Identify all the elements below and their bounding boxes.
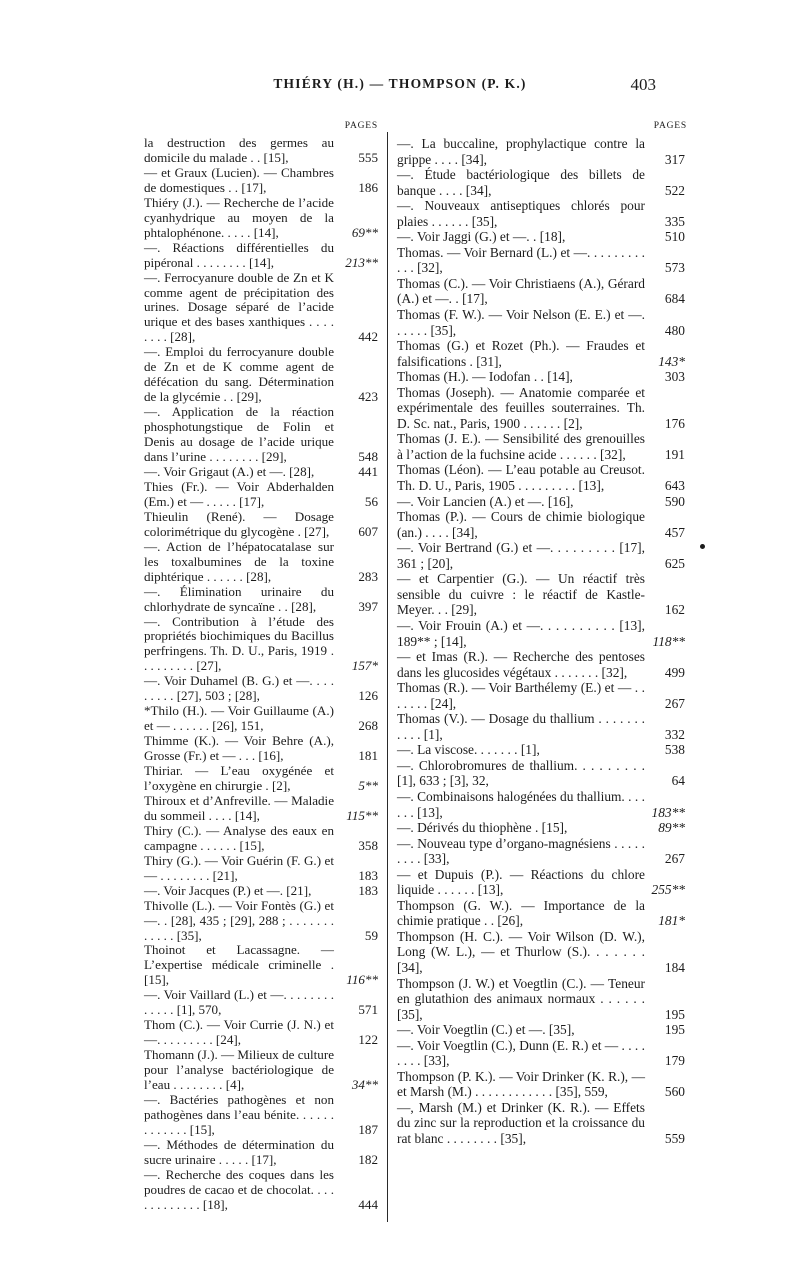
entry-page-ref: 538 (664, 742, 685, 758)
index-entry (144, 899, 380, 944)
entry-page-ref: 555 (358, 149, 378, 165)
entry-text: —. Combinaisons halogénées du thallium. . . . . . . [13], (397, 788, 645, 820)
entry-page-ref: 34** (351, 1077, 378, 1093)
index-entry (144, 585, 380, 615)
entry-page-ref: 643 (664, 478, 685, 494)
index-entry (144, 196, 380, 241)
entry-page-ref: 560 (664, 1084, 685, 1100)
entry-page-ref: 267 (664, 851, 685, 867)
entry-text: Thomas (Léon). — L’eau potable au Creusot. Th. D. U., Paris, 1905 . . . . . . . . . [13], (397, 462, 645, 494)
index-entry (144, 1048, 380, 1093)
entry-text: la destruction des germes au domicile du malade . . [15], (144, 135, 334, 165)
entry-page-ref: 186 (358, 179, 378, 195)
index-entry (144, 704, 380, 734)
entry-text: —. Voir Voegtlin (C.) et —. [35], (397, 1022, 575, 1038)
entry-text: — et Graux (Lucien). — Chambres de domestiques . . [17], (144, 164, 334, 195)
entry-page-ref: 335 (664, 213, 685, 229)
index-entry (144, 674, 380, 704)
index-entry (397, 649, 687, 680)
entry-text: Thompson (J. W.) et Voegtlin (C.). — Teneur en glutathion des animaux normaux . . . . . . [35], (397, 975, 645, 1022)
index-entry (397, 836, 687, 867)
index-entry (144, 734, 380, 764)
entry-text: Thomas (P.). — Cours de chimie biologique (an.) . . . . [34], (397, 509, 645, 540)
index-entry (397, 494, 687, 510)
entry-text: —. Voir Bertrand (G.) et —. . . . . . . . . [17], 361 ; [20], (397, 540, 645, 571)
entry-page-ref: 499 (664, 664, 685, 680)
index-entry (397, 680, 687, 711)
index-entry (397, 136, 687, 167)
page-number: 403 (630, 75, 656, 94)
index-entry (397, 198, 687, 229)
entry-text: — et Dupuis (P.). — Réactions du chlore liquide . . . . . . [13], (397, 866, 645, 898)
entry-page-ref: 441 (358, 463, 378, 479)
entry-page-ref: 143* (658, 353, 685, 369)
index-entry (397, 711, 687, 742)
entry-text: Thoinot et Lacassagne. — L’expertise médicale criminelle . [15], (144, 942, 334, 988)
entry-page-ref: 157* (351, 658, 378, 674)
entry-text: Thiry (C.). — Analyse des eaux en campagne . . . . . . [15], (144, 822, 334, 853)
index-entry (144, 166, 380, 196)
entry-text: —. Nouveaux antiseptiques chlorés pour plaies . . . . . . [35], (397, 198, 645, 229)
entry-text: Thomas (R.). — Voir Barthélemy (E.) et — . . . . . . . [24], (397, 680, 645, 711)
index-entry (144, 136, 380, 166)
index-entry (144, 1018, 380, 1048)
index-entry (397, 167, 687, 198)
entry-text: Thomas (J. E.). — Sensibilité des grenouilles à l’action de la fuchsine acide . . . . . . [32], (397, 431, 645, 462)
entry-page-ref: 126 (358, 688, 378, 704)
entry-page-ref: 548 (358, 449, 378, 465)
entry-page-ref: 115** (346, 807, 378, 823)
index-entry (397, 1038, 687, 1069)
entry-text: Thomas (F. W.). — Voir Nelson (E. E.) et —. . . . . . [35], (397, 307, 645, 338)
right-column (397, 120, 687, 1147)
index-entry (397, 369, 687, 385)
entry-page-ref: 162 (664, 602, 685, 618)
entry-text: Thieulin (René). — Dosage colorimétrique du glycogène . [27], (144, 508, 334, 539)
entry-text: Thomas. — Voir Bernard (L.) et —. . . . . . . . . . . . [32], (397, 244, 645, 276)
entry-page-ref: 122 (358, 1032, 378, 1048)
entry-page-ref: 684 (664, 291, 685, 307)
index-entry (397, 229, 687, 245)
index-entry (397, 276, 687, 307)
entry-page-ref: 283 (358, 568, 378, 584)
entry-page-ref: 213** (345, 254, 378, 270)
index-entry (397, 1022, 687, 1038)
entry-text: Thies (Fr.). — Voir Abderhalden (Em.) et — . . . . . [17], (144, 478, 334, 509)
entry-page-ref: 179 (664, 1053, 685, 1069)
index-entry (144, 988, 380, 1018)
entry-page-ref: 303 (664, 369, 685, 385)
entry-text: — et Carpentier (G.). — Un réactif très sensible du cuivre : le réactif de Kastle-Meyer. . . [29], (397, 571, 645, 618)
entry-text: Thomas (G.) et Rozet (Ph.). — Fraudes et falsifications . [31], (397, 338, 645, 369)
entry-text: Thomas (Joseph). — Anatomie comparée et expérimentale des feuilles souterraines. Th. D. Sc. nat., Paris, 1900 . . . . . . [2], (397, 384, 645, 431)
entry-text: —. La buccaline, prophylactique contre la grippe . . . . [34], (397, 136, 645, 167)
entry-text: —. La viscose. . . . . . . [1], (397, 742, 540, 758)
entry-text: —. Voir Vaillard (L.) et —. . . . . . . . . . . . . [1], 570, (144, 987, 334, 1018)
index-entry (397, 742, 687, 758)
entry-text: Thiroux et d’Anfreville. — Maladie du sommeil . . . . [14], (144, 792, 334, 823)
entry-text: Thom (C.). — Voir Currie (J. N.) et —. . . . . . . . . [24], (144, 1017, 334, 1048)
entry-text: Thomas (C.). — Voir Christiaens (A.), Gérard (A.) et —. . [17], (397, 275, 645, 307)
index-entry (397, 618, 687, 649)
entry-page-ref: 607 (358, 523, 378, 539)
index-entry (397, 571, 687, 618)
entry-page-ref: 358 (358, 837, 378, 853)
index-entry (397, 1069, 687, 1100)
entry-page-ref: 442 (358, 329, 378, 345)
entry-page-ref: 267 (664, 695, 685, 711)
entry-page-ref: 183 (358, 882, 378, 898)
entry-text: Thompson (P. K.). — Voir Drinker (K. R.), — et Marsh (M.) . . . . . . . . . . . . [35], 559, (397, 1068, 645, 1100)
entry-text: Thomas (V.). — Dosage du thallium . . . . . . . . . . . [1], (397, 711, 645, 742)
entry-page-ref: 480 (664, 322, 685, 338)
column-divider (387, 132, 388, 1222)
entry-page-ref: 397 (358, 598, 378, 614)
entry-page-ref: 573 (664, 260, 685, 276)
entry-text: —. Voir Frouin (A.) et —. . . . . . . . . . [13], 189** ; [14], (397, 617, 645, 649)
page-header (0, 76, 800, 100)
entry-text: —. Élimination urinaire du chlorhydrate de syncaïne . . [28], (144, 583, 334, 614)
entry-text: —. Étude bactériologique des billets de banque . . . . [34], (397, 167, 645, 198)
entry-page-ref: 559 (664, 1131, 685, 1146)
index-entry (144, 884, 380, 899)
entry-text: Thivolle (L.). — Voir Fontès (G.) et —. . [28], 435 ; [29], 288 ; . . . . . . . . . . . . [35], (144, 897, 334, 943)
index-entry (144, 1168, 380, 1213)
entry-page-ref: 176 (664, 415, 685, 431)
entry-text: —. Emploi du ferrocyanure double de Zn et de K comme agent de défécation du sang. Détermination de la glycémie . . [29], (144, 344, 334, 405)
entry-page-ref: 183 (358, 867, 378, 883)
entry-text: Thimme (K.). — Voir Behre (A.), Grosse (Fr.) et — . . . [16], (144, 733, 334, 764)
entry-text: —. Recherche des coques dans les poudres de cacao et de chocolat. . . . . . . . . . . . . [18], (144, 1166, 334, 1212)
index-entry (144, 794, 380, 824)
index-entry (144, 510, 380, 540)
index-entry (397, 385, 687, 432)
entry-page-ref: 69** (351, 224, 378, 240)
index-entry (144, 764, 380, 794)
entry-page-ref: 522 (664, 182, 685, 198)
entry-text: Thiry (G.). — Voir Guérin (F. G.) et — . . . . . . . . [21], (144, 852, 334, 883)
entry-text: —. Dérivés du thiophène . [15], (397, 820, 568, 836)
entry-text: —. Chlorobromures de thallium. . . . . . . . . [1], 633 ; [3], 32, (397, 757, 645, 789)
entry-text: Thomas (H.). — Iodofan . . [14], (397, 369, 573, 385)
entry-page-ref: 590 (664, 493, 685, 509)
entry-text: —. Voir Grigaut (A.) et —. [28], (144, 463, 315, 479)
entry-text: —. Voir Voegtlin (C.), Dunn (E. R.) et — . . . . . . . . [33], (397, 1037, 645, 1069)
entry-page-ref: 255** (651, 882, 685, 898)
entry-text: —. Voir Jacques (P.) et —. [21], (144, 882, 312, 898)
index-entry (144, 824, 380, 854)
index-entry (397, 307, 687, 338)
right-pages-label: PAGES (653, 121, 687, 131)
left-pages-label: PAGES (344, 121, 378, 131)
entry-text: *Thilo (H.). — Voir Guillaume (A.) et — . . . . . . [26], 151, (144, 703, 334, 734)
index-entry (144, 465, 380, 480)
left-column (144, 120, 380, 1213)
entry-page-ref: 571 (358, 1002, 378, 1018)
index-entry (397, 929, 687, 976)
entry-page-ref: 195 (664, 1006, 685, 1022)
index-entry (144, 405, 380, 465)
index-entry (144, 615, 380, 675)
entry-page-ref: 89** (658, 820, 685, 836)
index-entry (397, 462, 687, 493)
entry-page-ref: 59 (364, 927, 378, 943)
entry-page-ref: 332 (664, 726, 685, 742)
index-entry (144, 854, 380, 884)
entry-page-ref: 195 (664, 1022, 685, 1038)
index-entry (397, 509, 687, 540)
entry-page-ref: 56 (364, 493, 378, 509)
entry-page-ref: 181* (658, 913, 685, 929)
index-entry (397, 867, 687, 898)
entry-text: —. Ferrocyanure double de Zn et K comme agent de précipitation des urines. Dosage séparé de l’acide urique et des bases xanthiques . . . . . . . . [28], (144, 269, 334, 345)
entry-text: Thomann (J.). — Milieux de culture pour l’analyse bactériologique de l’eau . . . . . . . . [4], (144, 1047, 334, 1093)
entry-text: Thiriar. — L’eau oxygénée et l’oxygène en chirurgie . [2], (144, 763, 334, 793)
entry-text: Thiéry (J.). — Recherche de l’acide cyanhydrique au moyen de la phtalophénone. . . . . [14], (144, 194, 334, 240)
index-entry (144, 943, 380, 988)
index-entry (144, 345, 380, 405)
entry-text: —. Action de l’hépatocatalase sur les toxalbumines de la toxine diphtérique . . . . . . [28], (144, 538, 334, 584)
entry-page-ref: 625 (664, 555, 685, 571)
entry-page-ref: 444 (358, 1196, 378, 1212)
index-entry (397, 338, 687, 369)
entry-text: —. Voir Jaggi (G.) et —. . [18], (397, 229, 566, 245)
index-entry (144, 480, 380, 510)
index-entry (144, 1138, 380, 1168)
entry-text: —. Réactions différentielles du pipéronal . . . . . . . . [14], (144, 239, 334, 270)
entry-page-ref: 181 (358, 748, 378, 764)
entry-text: — et Imas (R.). — Recherche des pentoses dans les glucosides végétaux . . . . . . . [32], (397, 649, 645, 680)
index-entry (397, 540, 687, 571)
entry-page-ref: 182 (358, 1151, 378, 1167)
index-entry (144, 1093, 380, 1138)
index-entry (397, 245, 687, 276)
entry-page-ref: 64 (671, 773, 685, 789)
entry-page-ref: 183** (651, 804, 685, 820)
entry-text: —. Application de la réaction phosphotungstique de Folin et Denis au dosage de l’acide urique dans l’urine . . . . . . . . [29], (144, 404, 334, 465)
entry-text: —. Nouveau type d’organo-magnésiens . . . . . . . . . [33], (397, 835, 645, 867)
index-entry (397, 820, 687, 836)
index-entry (397, 898, 687, 929)
entry-text: —. Voir Duhamel (B. G.) et —. . . . . . . . . [27], 503 ; [28], (144, 673, 334, 704)
entry-text: Thompson (H. C.). — Voir Wilson (D. W.), Long (W. L.), — et Thurlow (S.). . . . . . . [34], (397, 928, 645, 975)
entry-page-ref: 5** (358, 777, 378, 793)
entry-page-ref: 457 (664, 524, 685, 540)
entry-page-ref: 268 (358, 718, 378, 734)
entry-text: —. Voir Lancien (A.) et —. [16], (397, 493, 574, 509)
entry-page-ref: 184 (664, 959, 685, 975)
index-entry (397, 789, 687, 820)
entry-text: —. Bactéries pathogènes et non pathogènes dans l’eau bénite. . . . . . . . . . . . . [15], (144, 1092, 334, 1137)
running-head: THIÉRY (H.) — THOMPSON (P. K.) (273, 76, 527, 91)
entry-page-ref: 118** (652, 633, 685, 649)
index-entry (144, 271, 380, 346)
index-entry (397, 976, 687, 1023)
entry-text: —, Marsh (M.) et Drinker (K. R.). — Effets du zinc sur la reproduction et la croissance du rat blanc . . . . . . . . [35], (397, 1099, 645, 1146)
index-entry (397, 758, 687, 789)
entry-page-ref: 187 (358, 1121, 378, 1137)
entry-text: Thompson (G. W.). — Importance de la chimie pratique . . [26], (397, 897, 645, 929)
entry-page-ref: 317 (664, 151, 685, 167)
margin-dot (700, 544, 705, 549)
entry-page-ref: 510 (664, 229, 685, 245)
entry-page-ref: 116** (346, 972, 378, 988)
index-entry (144, 540, 380, 585)
entry-page-ref: 423 (358, 389, 378, 405)
index-entry (144, 241, 380, 271)
entry-text: —. Contribution à l’étude des propriétés biochimiques du Bacillus perfringens. Th. D. U., Paris, 1919 . . . . . . . . . [27], (144, 613, 334, 674)
index-entry (397, 431, 687, 462)
entry-text: —. Méthodes de détermination du sucre urinaire . . . . . [17], (144, 1136, 334, 1167)
entry-page-ref: 191 (664, 446, 685, 462)
index-entry (397, 1100, 687, 1147)
